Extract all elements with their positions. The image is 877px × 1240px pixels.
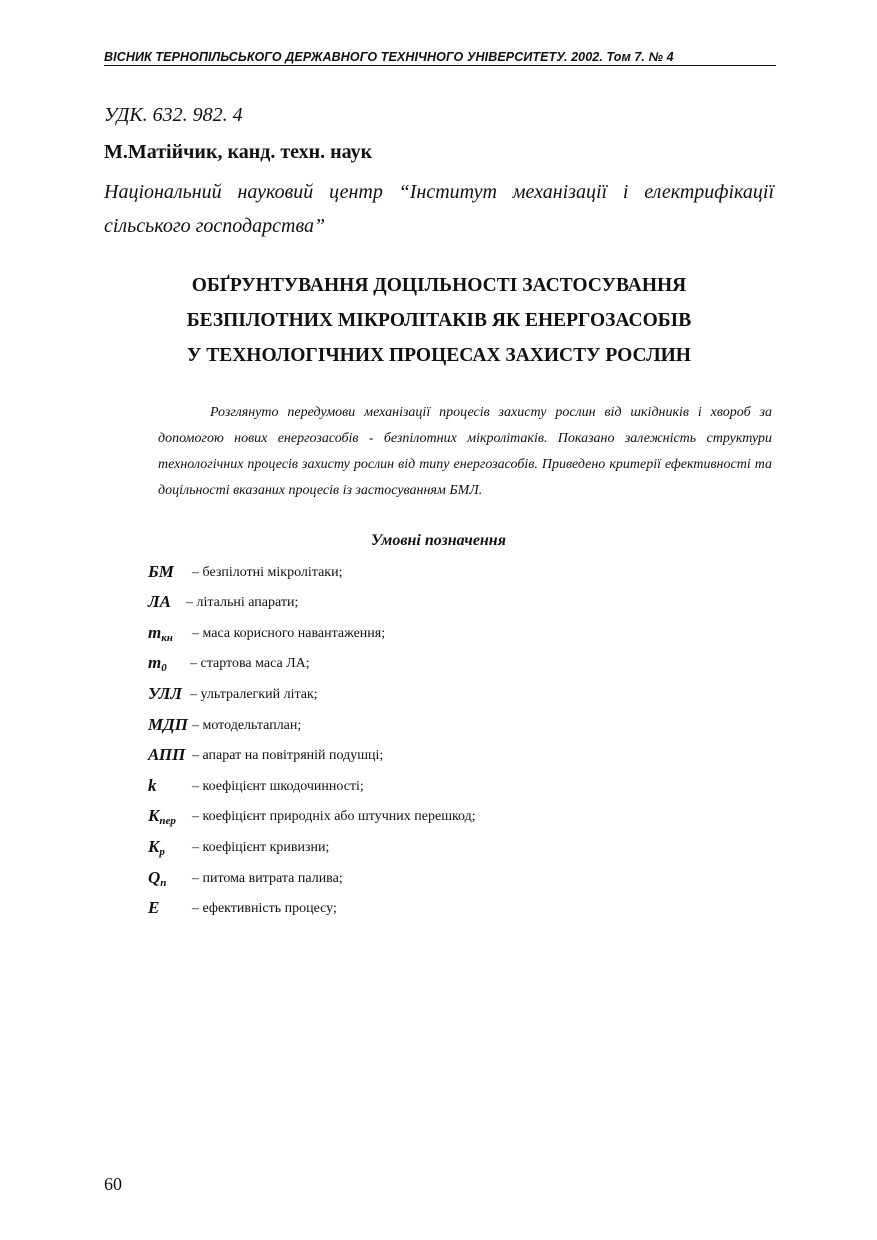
page-number: 60 <box>104 1174 122 1194</box>
notation-definition: – стартова маса ЛА; <box>190 656 310 671</box>
notation-symbol: $K_р$ <box>148 837 165 858</box>
notation-symbol: $Q_п$ <box>148 868 167 889</box>
article-title <box>104 268 774 373</box>
title-line: ОБҐРУНТУВАННЯ ДОЦІЛЬНОСТІ ЗАСТОСУВАННЯ <box>191 275 687 296</box>
notation-definition: – безпілотні мікролітаки; <box>192 565 343 580</box>
notation-symbol: E <box>148 898 160 917</box>
notation-definition: – мотодельтаплан; <box>192 718 302 733</box>
title-line: БЕЗПІЛОТНИХ МІКРОЛІТАКІВ ЯК ЕНЕРГОЗАСОБІВ <box>186 310 692 331</box>
notation-symbol: БМ <box>148 562 174 581</box>
abstract: Розглянуто передумови механізації процесів захисту рослин від шкідників і хвороб за допомогою нових енергозасобів - безпілотних мікролітаків. Показано залежність структури технологічних процесів захисту рослин від типу енергозасобів. Приведено критерії ефективності та доцільності вказаних процесів із застосуванням БМЛ. <box>158 405 772 498</box>
notation-definition: – питома витрата палива; <box>192 871 343 886</box>
notation-definition: – ультралегкий літак; <box>190 687 318 702</box>
udk-code: УДК. 632. 982. 4 <box>104 104 243 126</box>
notation-symbol: МДП <box>148 715 188 734</box>
notation-definition: – літальні апарати; <box>186 595 299 610</box>
notation-definition: – коефіцієнт кривизни; <box>192 840 330 855</box>
notation-definition: – апарат на повітряній подушці; <box>192 748 384 763</box>
notation-symbol: $m_{кн}$ <box>148 623 173 644</box>
notation-heading: Умовні позначення <box>371 532 506 549</box>
notation-definition: – коефіцієнт природніх або штучних перешкод; <box>192 809 476 824</box>
notation-symbol: УЛЛ <box>148 684 183 703</box>
notation-symbol: $m_0$ <box>148 653 167 674</box>
notation-symbol: $K_{пер}$ <box>148 806 176 827</box>
notation-symbol: k <box>148 776 157 795</box>
notation-symbol: ЛА <box>148 592 172 611</box>
notation-symbol: АПП <box>148 745 186 764</box>
title-line: У ТЕХНОЛОГІЧНИХ ПРОЦЕСАХ ЗАХИСТУ РОСЛИН <box>187 345 691 366</box>
notation-definition: – маса корисного навантаження; <box>192 626 386 641</box>
notation-definition: – ефективність процесу; <box>192 901 337 916</box>
notation-definition: – коефіцієнт шкодочинності; <box>192 779 364 794</box>
running-head: ВІСНИК ТЕРНОПІЛЬСЬКОГО ДЕРЖАВНОГО ТЕХНІЧНОГО УНІВЕРСИТЕТУ. 2002. Том 7. № 4 <box>104 50 776 66</box>
author-affiliation: Національний науковий центр “Інститут механізації і електрифікації сільського господарства” <box>104 181 774 237</box>
author-line: М.Матійчик, канд. техн. наук <box>104 141 373 163</box>
